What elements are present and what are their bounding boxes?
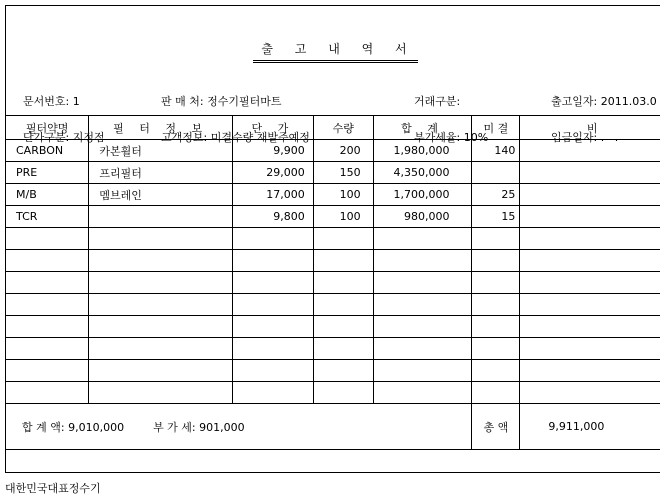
seller-value: 정수기필터마트 bbox=[207, 95, 282, 108]
grand-total-label: 총 액 bbox=[472, 404, 520, 450]
remarks-cell bbox=[520, 316, 660, 338]
table-row bbox=[6, 206, 660, 228]
document-title: 출 고 내 역 서 bbox=[253, 40, 417, 63]
filter-code-cell bbox=[6, 272, 89, 294]
sum-cell bbox=[373, 338, 472, 360]
filter-info-cell bbox=[89, 360, 233, 382]
filter-code-cell bbox=[6, 360, 89, 382]
filter-code-cell bbox=[6, 250, 89, 272]
filter-code-cell bbox=[6, 382, 89, 404]
table-row bbox=[6, 316, 660, 338]
remarks-cell bbox=[520, 162, 660, 184]
col-header-sum: 합 계 bbox=[373, 116, 472, 140]
table-row bbox=[6, 382, 660, 404]
doc-no-label: 문서번호: bbox=[23, 95, 70, 108]
col-header-quantity: 수량 bbox=[313, 116, 373, 140]
unit-price-cell bbox=[233, 250, 314, 272]
remarks-cell bbox=[520, 272, 660, 294]
totals-row bbox=[6, 404, 660, 450]
remarks-cell bbox=[520, 294, 660, 316]
remarks-cell bbox=[520, 250, 660, 272]
quantity-cell bbox=[313, 272, 373, 294]
table-row bbox=[6, 162, 660, 184]
sum-cell bbox=[373, 272, 472, 294]
filter-info-cell bbox=[89, 206, 233, 228]
filter-info-cell bbox=[89, 228, 233, 250]
customer-info-value: 미결수량 재발주예정 bbox=[210, 131, 310, 144]
trade-type-label: 거래구분: bbox=[414, 95, 461, 108]
quantity-cell: 100 bbox=[313, 206, 373, 228]
deposit-date-label: 입금일자: bbox=[551, 131, 598, 144]
filter-code-cell bbox=[6, 338, 89, 360]
unit-price-cell: 9,900 bbox=[233, 140, 314, 162]
vat-rate-label: 부가세율: bbox=[414, 131, 461, 144]
sum-cell bbox=[373, 382, 472, 404]
remarks-cell bbox=[520, 338, 660, 360]
pending-cell: 15 bbox=[472, 206, 520, 228]
pending-cell bbox=[472, 338, 520, 360]
table-row bbox=[6, 294, 660, 316]
filter-info-cell bbox=[89, 250, 233, 272]
filter-info-cell: 프리필터 bbox=[89, 162, 233, 184]
filter-info-cell bbox=[89, 316, 233, 338]
sum-cell bbox=[373, 316, 472, 338]
col-header-remarks: 비 bbox=[520, 116, 660, 140]
pending-cell bbox=[472, 228, 520, 250]
shipment-statement bbox=[5, 5, 660, 473]
filter-code-cell: PRE bbox=[6, 162, 89, 184]
unit-price-cell bbox=[233, 228, 314, 250]
quantity-cell bbox=[313, 250, 373, 272]
quantity-cell: 100 bbox=[313, 184, 373, 206]
table-row bbox=[6, 184, 660, 206]
remarks-cell bbox=[520, 228, 660, 250]
unit-price-cell bbox=[233, 360, 314, 382]
quantity-cell bbox=[313, 228, 373, 250]
remarks-cell bbox=[520, 360, 660, 382]
customer-info-label: 고객정보: bbox=[161, 131, 208, 144]
col-header-unit-price: 단 가 bbox=[233, 116, 314, 140]
filter-code-cell: CARBON bbox=[6, 140, 89, 162]
remarks-cell bbox=[520, 382, 660, 404]
filter-info-cell bbox=[89, 272, 233, 294]
filter-info-cell: 카본휠터 bbox=[89, 140, 233, 162]
sum-cell: 1,700,000 bbox=[373, 184, 472, 206]
quantity-cell bbox=[313, 360, 373, 382]
vat-label: 부 가 세: bbox=[153, 420, 196, 434]
table-row bbox=[6, 250, 660, 272]
sum-cell: 4,350,000 bbox=[373, 162, 472, 184]
quantity-cell: 150 bbox=[313, 162, 373, 184]
unit-price-cell: 9,800 bbox=[233, 206, 314, 228]
filter-code-cell bbox=[6, 316, 89, 338]
unit-price-cell bbox=[233, 294, 314, 316]
price-type-label: 단가구분: bbox=[23, 131, 70, 144]
pending-cell: 140 bbox=[472, 140, 520, 162]
filter-info-cell bbox=[89, 338, 233, 360]
items-table bbox=[6, 115, 660, 450]
remarks-cell bbox=[520, 184, 660, 206]
grand-total-value: 9,911,000 bbox=[520, 404, 660, 450]
pending-cell bbox=[472, 250, 520, 272]
title-wrap bbox=[6, 40, 660, 63]
unit-price-cell: 29,000 bbox=[233, 162, 314, 184]
unit-price-cell bbox=[233, 272, 314, 294]
pending-cell bbox=[472, 360, 520, 382]
table-row bbox=[6, 140, 660, 162]
pending-cell bbox=[472, 162, 520, 184]
unit-price-cell: 17,000 bbox=[233, 184, 314, 206]
deposit-date-value: . . bbox=[600, 131, 619, 144]
unit-price-cell bbox=[233, 338, 314, 360]
ship-date-label: 출고일자: bbox=[551, 95, 598, 108]
quantity-cell: 200 bbox=[313, 140, 373, 162]
filter-info-cell bbox=[89, 294, 233, 316]
price-type-value: 지정점 bbox=[72, 131, 105, 144]
filter-info-cell: 멤브레인 bbox=[89, 184, 233, 206]
pending-cell bbox=[472, 382, 520, 404]
filter-code-cell bbox=[6, 228, 89, 250]
pending-cell bbox=[472, 316, 520, 338]
pending-cell bbox=[472, 272, 520, 294]
col-header-filter-code: 필터약명 bbox=[6, 116, 89, 140]
vat-value: 901,000 bbox=[199, 420, 245, 434]
filter-code-cell: M/B bbox=[6, 184, 89, 206]
table-row bbox=[6, 360, 660, 382]
quantity-cell bbox=[313, 382, 373, 404]
table-header-row bbox=[6, 116, 660, 140]
sum-cell: 1,980,000 bbox=[373, 140, 472, 162]
sum-label: 합 계 액: bbox=[22, 420, 65, 434]
ship-date-value: 2011.03.0 bbox=[600, 95, 657, 108]
sum-value: 9,010,000 bbox=[68, 420, 125, 434]
sum-cell bbox=[373, 360, 472, 382]
vat-rate-value: 10% bbox=[463, 131, 489, 144]
sum-cell: 980,000 bbox=[373, 206, 472, 228]
remarks-cell bbox=[520, 206, 660, 228]
col-header-pending: 미 결 bbox=[472, 116, 520, 140]
sum-cell bbox=[373, 294, 472, 316]
filter-code-cell: TCR bbox=[6, 206, 89, 228]
pending-cell: 25 bbox=[472, 184, 520, 206]
company-footer: 대한민국대표정수기 bbox=[5, 482, 101, 495]
unit-price-cell bbox=[233, 382, 314, 404]
sum-cell bbox=[373, 228, 472, 250]
col-header-filter-info: 필 터 정 보 bbox=[89, 116, 233, 140]
filter-code-cell bbox=[6, 294, 89, 316]
quantity-cell bbox=[313, 316, 373, 338]
unit-price-cell bbox=[233, 316, 314, 338]
doc-no-value: 1 bbox=[72, 95, 80, 108]
seller-label: 판 매 처: bbox=[161, 95, 204, 108]
quantity-cell bbox=[313, 338, 373, 360]
table-row bbox=[6, 338, 660, 360]
quantity-cell bbox=[313, 294, 373, 316]
filter-info-cell bbox=[89, 382, 233, 404]
sum-cell bbox=[373, 250, 472, 272]
remarks-cell bbox=[520, 140, 660, 162]
pending-cell bbox=[472, 294, 520, 316]
table-row bbox=[6, 272, 660, 294]
totals-left-cell bbox=[6, 404, 472, 450]
table-row bbox=[6, 228, 660, 250]
